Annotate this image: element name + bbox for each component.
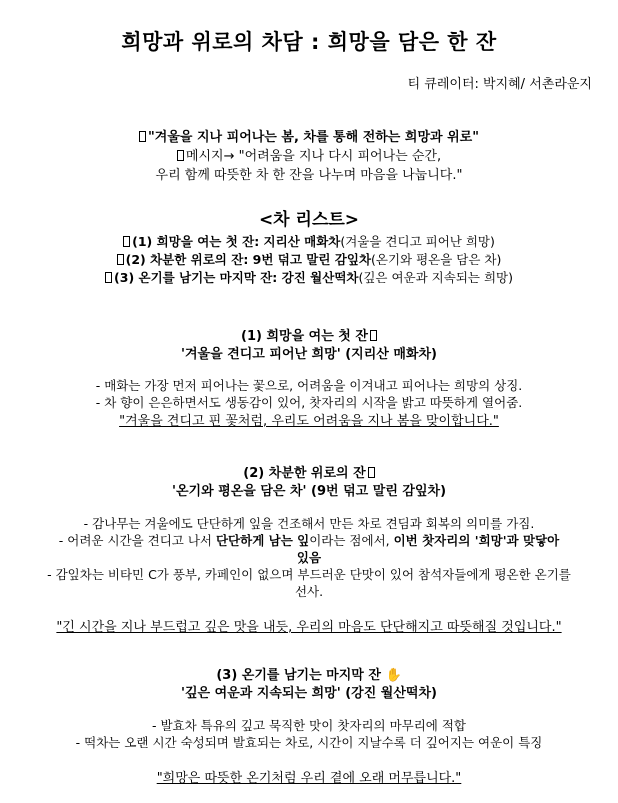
section2-line-2d: 이번 찻자리의 '희망'과 맞닿아 <box>393 533 560 548</box>
section3-line-1: - 발효차 특유의 깊고 묵직한 맛이 찻자리의 마무리에 적합 <box>151 718 467 733</box>
section1-line-1: - 매화는 가장 먼저 피어나는 꽃으로, 어려움을 이겨내고 피어나는 희망의 상징. <box>95 378 523 393</box>
section2-line-2c: 이라는 점에서, <box>309 533 394 548</box>
section2-line-2e: 있음 <box>296 550 322 565</box>
hand-icon: ✋ <box>385 668 402 683</box>
message-label: 메시지→ <box>185 149 235 164</box>
section1-quote: "겨울을 견디고 핀 꽃처럼, 우리도 어려움을 지나 봄을 맞이합니다." <box>119 414 499 429</box>
section1-heading <box>0 325 618 344</box>
tea-list-item-2 <box>0 250 618 268</box>
section3-heading-text: (3) 온기를 남기는 마지막 잔 <box>216 668 381 683</box>
tea-list-item-2-name: (2) 차분한 위로의 잔: 9번 덖고 말린 감잎차 <box>125 252 372 267</box>
tea-list-item-3-desc: (깊은 여운과 지속되는 희망) <box>358 270 513 285</box>
missing-glyph-icon <box>139 131 146 142</box>
section3-quote: "희망은 따뜻한 온기처럼 우리 곁에 오래 머무릅니다." <box>156 771 462 786</box>
section3-subheading: '깊은 여운과 지속되는 희망' (강진 월산떡차) <box>181 686 437 701</box>
theme-headline <box>0 126 618 145</box>
section2-line-3a: - 감잎차는 비타민 C가 풍부, 카페인이 없으며 부드러운 단맛이 있어 참석자들에게 평온한 온기를 <box>47 567 571 582</box>
tea-list-item-2-desc: (온기와 평온을 담은 차) <box>371 252 502 267</box>
missing-glyph-icon <box>368 467 375 478</box>
theme-headline-text: "겨울을 지나 피어나는 봄, 차를 통해 전하는 희망과 위로" <box>148 130 479 145</box>
missing-glyph-icon <box>177 150 184 161</box>
section2-line-2 <box>0 531 618 549</box>
theme-message <box>0 145 618 164</box>
section1-subheading: '겨울을 견디고 피어난 희망' (지리산 매화차) <box>181 347 437 362</box>
section2-line-2a: - 어려운 시간을 견디고 나서 <box>58 533 216 548</box>
tea-list-heading: <차 리스트> <box>258 210 360 230</box>
missing-glyph-icon <box>123 236 130 247</box>
tea-list-item-3-name: (3) 온기를 남기는 마지막 잔: 강진 월산떡차 <box>114 270 359 285</box>
message-line-2: 우리 함께 따뜻한 차 한 잔을 나누며 마음을 나눕니다." <box>155 168 463 183</box>
section1-line-2: - 차 향이 은은하면서도 생동감이 있어, 찻자리의 시작을 밝고 따뜻하게 열어줌. <box>95 395 523 410</box>
tea-list-item-3 <box>0 268 618 286</box>
curator-line: 티 큐레이터: 박지혜/ 서촌라운지 <box>407 77 592 92</box>
tea-list-item-1-name: (1) 희망을 여는 첫 잔: 지리산 매화차 <box>132 234 341 249</box>
page-title: 희망과 위로의 차담 : 희망을 담은 한 잔 <box>121 30 497 54</box>
tea-list-item-1-desc: (겨울을 견디고 피어난 희망) <box>340 234 495 249</box>
section3-heading <box>0 664 618 683</box>
section2-quote: "긴 시간을 지나 부드럽고 깊은 맛을 내듯, 우리의 마음도 단단해지고 따뜻해질 것입니다." <box>56 620 562 635</box>
section2-heading <box>0 462 618 481</box>
missing-glyph-icon <box>105 272 112 283</box>
missing-glyph-icon <box>370 330 377 341</box>
tea-list-item-1 <box>0 232 618 250</box>
message-line-1: "어려움을 지나 다시 피어나는 순간, <box>238 149 442 164</box>
section2-heading-text: (2) 차분한 위로의 잔 <box>243 466 366 481</box>
section1-heading-text: (1) 희망을 여는 첫 잔 <box>241 329 368 344</box>
section2-line-1: - 감나무는 겨울에도 단단하게 잎을 건조해서 만든 차로 견딤과 회복의 의미를 가짐. <box>83 516 535 531</box>
missing-glyph-icon <box>117 254 124 265</box>
section3-line-2: - 떡차는 오랜 시간 숙성되며 발효되는 차로, 시간이 지날수록 더 깊어지는 여운이 특징 <box>75 735 543 750</box>
section2-subheading: '온기와 평온을 담은 차' (9번 덖고 말린 감잎차) <box>171 484 447 499</box>
section2-line-2b: 단단하게 남는 잎 <box>215 533 310 548</box>
section2-line-3b: 선사. <box>294 584 324 599</box>
